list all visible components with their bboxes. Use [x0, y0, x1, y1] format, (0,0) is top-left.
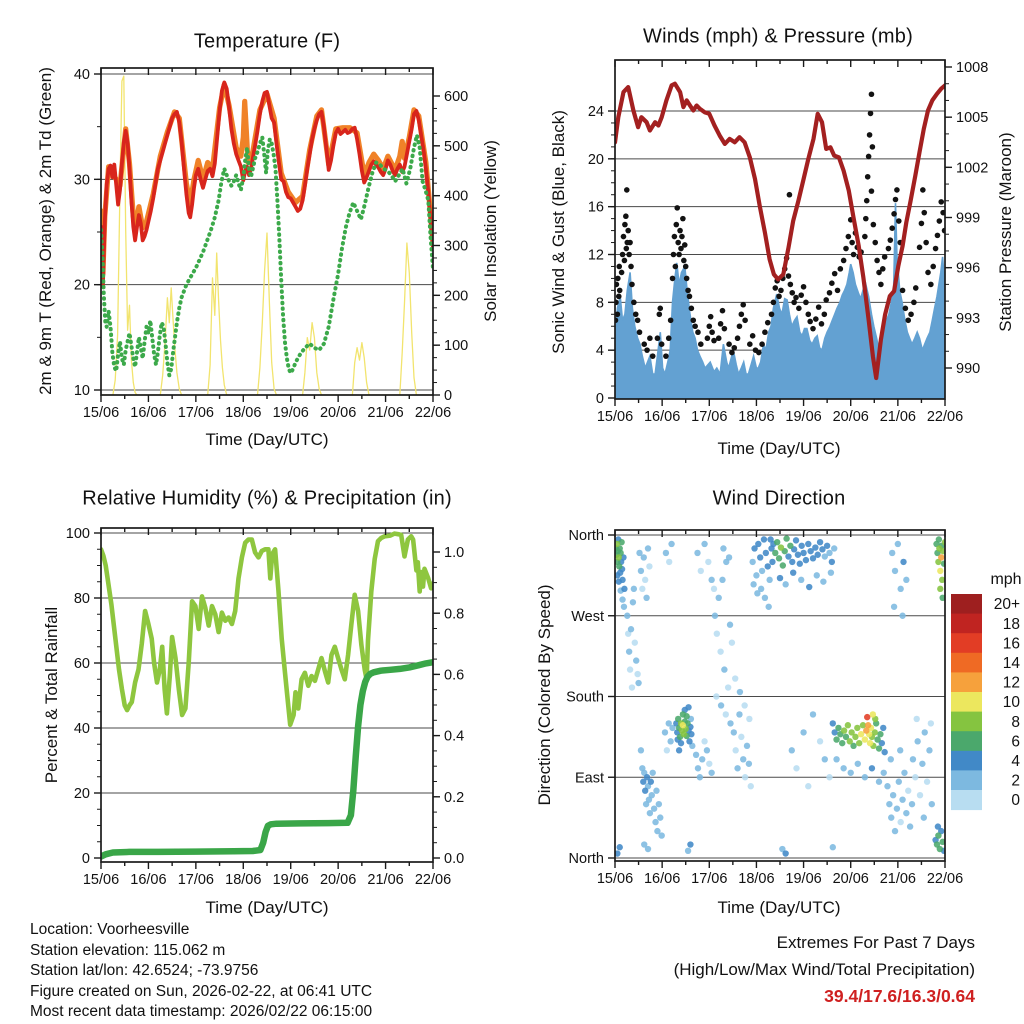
rh-precip-chart-title: Relative Humidity (%) & Precipitation (in) — [82, 487, 452, 510]
svg-text:300: 300 — [444, 238, 469, 255]
svg-text:17/06: 17/06 — [177, 405, 215, 421]
svg-text:20: 20 — [73, 786, 90, 803]
svg-text:20/06: 20/06 — [832, 409, 869, 425]
svg-text:1002: 1002 — [956, 160, 989, 177]
svg-text:18/06: 18/06 — [225, 405, 262, 421]
svg-text:North: North — [568, 851, 604, 868]
svg-text:40: 40 — [73, 67, 90, 84]
svg-text:10: 10 — [1002, 694, 1020, 712]
wind-y-axis-label: Sonic Wind & Gust (Blue, Black) — [549, 110, 568, 354]
solar-y-axis-label: Solar Insolation (Yellow) — [481, 140, 500, 322]
colorbar-swatch-16 — [951, 633, 982, 653]
wind-direction-chart-title: Wind Direction — [712, 487, 846, 510]
svg-text:80: 80 — [73, 591, 90, 608]
svg-text:West: West — [571, 608, 604, 625]
svg-text:17/06: 17/06 — [691, 409, 728, 425]
rh_precip-plot — [94, 528, 440, 869]
svg-text:0.6: 0.6 — [444, 667, 465, 684]
svg-text:16: 16 — [587, 199, 604, 216]
svg-text:1005: 1005 — [956, 110, 989, 127]
svg-text:22/06: 22/06 — [926, 871, 964, 887]
svg-text:40: 40 — [73, 721, 90, 738]
svg-text:500: 500 — [444, 138, 469, 155]
svg-text:12: 12 — [587, 247, 604, 264]
svg-text:999: 999 — [956, 210, 981, 227]
svg-text:20/06: 20/06 — [319, 405, 357, 421]
pressure-y-axis-label: Station Pressure (Maroon) — [996, 132, 1015, 332]
svg-text:18: 18 — [1002, 615, 1020, 633]
svg-text:8: 8 — [1011, 713, 1020, 731]
svg-text:2: 2 — [1011, 772, 1020, 790]
svg-text:0.0: 0.0 — [444, 851, 465, 868]
svg-text:15/06: 15/06 — [82, 872, 120, 888]
winds-pressure-chart-title: Winds (mph) & Pressure (mb) — [643, 25, 913, 48]
svg-text:4: 4 — [1011, 753, 1020, 771]
footer-location: Location: Voorheesville — [30, 921, 190, 938]
percent-rainfall-y-axis-label: Percent & Total Rainfall — [42, 606, 61, 784]
svg-text:19/06: 19/06 — [272, 872, 309, 888]
svg-text:0: 0 — [444, 388, 453, 405]
svg-text:60: 60 — [73, 656, 90, 673]
svg-text:30: 30 — [73, 172, 90, 189]
footer-elevation: Station elevation: 115.062 m — [30, 942, 226, 959]
colorbar-swatch-18 — [951, 614, 982, 634]
svg-text:20: 20 — [73, 277, 90, 294]
colorbar-title: mph — [990, 571, 1022, 588]
svg-text:14: 14 — [1002, 655, 1020, 673]
svg-text:19/06: 19/06 — [272, 405, 309, 421]
svg-text:996: 996 — [956, 260, 981, 277]
svg-text:22/06: 22/06 — [414, 405, 452, 421]
svg-text:0: 0 — [1011, 792, 1020, 810]
extremes-subtitle: (High/Low/Max Wind/Total Precipitation) — [673, 960, 975, 979]
svg-text:21/06: 21/06 — [367, 405, 404, 421]
temperature-y-axis-label: 2m & 9m T (Red, Orange) & 2m Td (Green) — [36, 67, 55, 395]
winds_pressure-plot — [608, 60, 952, 406]
extremes-title: Extremes For Past 7 Days — [776, 933, 975, 952]
colorbar-swatch-2 — [951, 770, 982, 790]
svg-text:1.0: 1.0 — [444, 545, 465, 562]
svg-text:15/06: 15/06 — [596, 409, 634, 425]
direction-y-axis-label: Direction (Colored By Speed) — [535, 584, 554, 806]
temperature-x-axis-label: Time (Day/UTC) — [205, 430, 329, 449]
svg-text:22/06: 22/06 — [414, 872, 452, 888]
svg-text:19/06: 19/06 — [785, 409, 822, 425]
colorbar-swatch-6 — [951, 731, 982, 751]
temperature-plot — [94, 68, 440, 402]
svg-text:South: South — [566, 689, 604, 706]
footer-created: Figure created on Sun, 2026-02-22, at 06:41 UTC — [30, 983, 373, 1000]
svg-text:10: 10 — [73, 383, 90, 400]
svg-text:20+: 20+ — [993, 596, 1020, 614]
svg-text:15/06: 15/06 — [596, 871, 634, 887]
colorbar-swatch-8 — [951, 712, 982, 732]
rh-x-axis-label: Time (Day/UTC) — [205, 898, 329, 917]
svg-text:0.8: 0.8 — [444, 606, 465, 623]
svg-text:200: 200 — [444, 288, 469, 305]
wind-direction-x-axis-label: Time (Day/UTC) — [717, 898, 841, 917]
svg-text:6: 6 — [1011, 733, 1020, 751]
svg-text:990: 990 — [956, 361, 981, 378]
colorbar-swatch-0 — [951, 790, 982, 810]
wind_direction-plot — [608, 530, 1020, 868]
svg-text:400: 400 — [444, 188, 469, 205]
svg-text:16/06: 16/06 — [130, 872, 167, 888]
svg-text:East: East — [574, 770, 604, 787]
svg-text:16/06: 16/06 — [643, 409, 681, 425]
colorbar-swatch-12 — [951, 672, 982, 692]
colorbar-swatch-20+ — [951, 594, 982, 614]
svg-text:16/06: 16/06 — [643, 871, 681, 887]
svg-text:4: 4 — [595, 343, 604, 360]
svg-text:21/06: 21/06 — [879, 871, 917, 887]
svg-text:100: 100 — [65, 526, 90, 543]
svg-text:0.2: 0.2 — [444, 789, 465, 806]
footer-timestamp: Most recent data timestamp: 2026/02/22 06:15:00 — [30, 1003, 373, 1020]
extremes-values: 39.4/17.6/16.3/0.64 — [824, 986, 975, 1006]
svg-text:16/06: 16/06 — [130, 405, 167, 421]
colorbar-swatch-10 — [951, 692, 982, 712]
svg-text:0.4: 0.4 — [444, 728, 465, 745]
svg-text:18/06: 18/06 — [738, 871, 775, 887]
svg-text:15/06: 15/06 — [82, 405, 120, 421]
svg-text:16: 16 — [1002, 635, 1020, 653]
svg-text:100: 100 — [444, 338, 469, 355]
temperature-chart-title: Temperature (F) — [193, 30, 341, 53]
svg-text:20: 20 — [587, 151, 604, 168]
svg-text:North: North — [568, 528, 604, 545]
svg-text:0: 0 — [595, 391, 604, 408]
svg-text:20/06: 20/06 — [832, 871, 869, 887]
svg-text:21/06: 21/06 — [879, 409, 917, 425]
footer-latlon: Station lat/lon: 42.6524; -73.9756 — [30, 962, 259, 979]
svg-text:17/06: 17/06 — [691, 871, 728, 887]
svg-text:18/06: 18/06 — [738, 409, 775, 425]
svg-text:600: 600 — [444, 89, 469, 106]
colorbar-swatch-4 — [951, 751, 982, 771]
svg-text:12: 12 — [1002, 674, 1020, 692]
extremes-block — [674, 929, 975, 1010]
svg-text:18/06: 18/06 — [225, 872, 262, 888]
svg-text:993: 993 — [956, 310, 981, 327]
svg-text:21/06: 21/06 — [367, 872, 404, 888]
svg-text:20/06: 20/06 — [319, 872, 357, 888]
colorbar-swatch-14 — [951, 653, 982, 673]
winds-x-axis-label: Time (Day/UTC) — [717, 439, 841, 458]
svg-text:22/06: 22/06 — [926, 409, 964, 425]
svg-text:0: 0 — [81, 851, 90, 868]
svg-text:19/06: 19/06 — [785, 871, 822, 887]
svg-text:8: 8 — [595, 295, 604, 312]
svg-text:24: 24 — [587, 104, 604, 121]
svg-text:17/06: 17/06 — [177, 872, 215, 888]
svg-text:1008: 1008 — [956, 60, 989, 77]
